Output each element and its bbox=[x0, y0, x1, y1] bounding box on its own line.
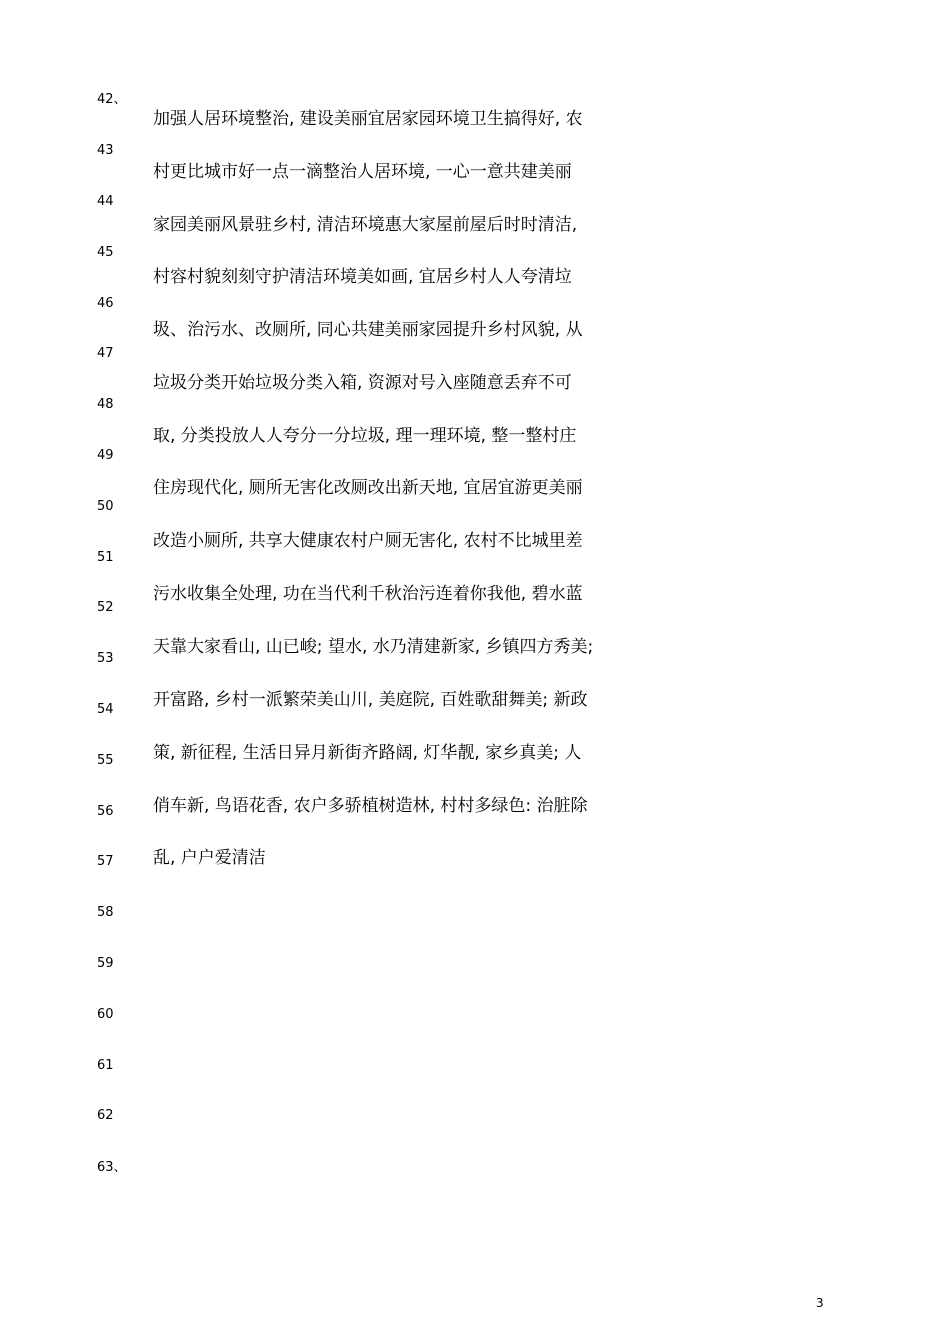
line-number: 58 bbox=[97, 905, 114, 920]
body-text-line: 村容村貌刻刻守护清洁环境美如画, 宜居乡村人人夸清垃 bbox=[153, 267, 572, 287]
body-text-line: 村更比城市好一点一滴整治人居环境, 一心一意共建美丽 bbox=[153, 162, 572, 182]
line-number: 55 bbox=[97, 753, 114, 768]
body-text-line: 策, 新征程, 生活日异月新街齐路阔, 灯华靓, 家乡真美; 人 bbox=[153, 743, 582, 763]
line-number: 63、 bbox=[97, 1160, 127, 1175]
line-number: 49 bbox=[97, 448, 114, 463]
line-number: 45 bbox=[97, 245, 114, 260]
body-text-line: 改造小厕所, 共享大健康农村户厕无害化, 农村不比城里差 bbox=[153, 531, 583, 551]
line-number: 44 bbox=[97, 194, 114, 209]
body-text-line: 俏车新, 鸟语花香, 农户多骄植树造林, 村村多绿色: 治脏除 bbox=[153, 796, 588, 816]
line-number: 51 bbox=[97, 550, 114, 565]
line-number: 43 bbox=[97, 143, 114, 158]
body-text-line: 圾、治污水、改厕所, 同心共建美丽家园提升乡村风貌, 从 bbox=[153, 320, 583, 340]
line-number: 57 bbox=[97, 854, 114, 869]
page-number: 3 bbox=[816, 1296, 824, 1310]
line-number: 47 bbox=[97, 346, 114, 361]
line-number: 48 bbox=[97, 397, 114, 412]
line-number: 42、 bbox=[97, 92, 127, 107]
line-number: 54 bbox=[97, 702, 114, 717]
line-number: 60 bbox=[97, 1007, 114, 1022]
line-number: 56 bbox=[97, 804, 114, 819]
body-text-line: 天靠大家看山, 山已峻; 望水, 水乃清建新家, 乡镇四方秀美; bbox=[153, 637, 594, 657]
body-text-line: 取, 分类投放人人夸分一分垃圾, 理一理环境, 整一整村庄 bbox=[153, 426, 577, 446]
line-number: 46 bbox=[97, 296, 114, 311]
body-text-line: 家园美丽风景驻乡村, 清洁环境惠大家屋前屋后时时清洁, bbox=[153, 215, 578, 235]
line-number: 50 bbox=[97, 499, 114, 514]
line-number: 62 bbox=[97, 1108, 114, 1123]
body-text-line: 污水收集全处理, 功在当代利千秋治污连着你我他, 碧水蓝 bbox=[153, 584, 583, 604]
line-number: 52 bbox=[97, 600, 114, 615]
line-number: 61 bbox=[97, 1058, 114, 1073]
body-text-line: 住房现代化, 厕所无害化改厕改出新天地, 宜居宜游更美丽 bbox=[153, 478, 583, 498]
body-text-line: 开富路, 乡村一派繁荣美山川, 美庭院, 百姓歌甜舞美; 新政 bbox=[153, 690, 588, 710]
body-text-line: 乱, 户户爱清洁 bbox=[153, 848, 266, 868]
line-number: 53 bbox=[97, 651, 114, 666]
line-number: 59 bbox=[97, 956, 114, 971]
body-text-line: 加强人居环境整治, 建设美丽宜居家园环境卫生搞得好, 农 bbox=[153, 109, 583, 129]
body-text-line: 垃圾分类开始垃圾分类入箱, 资源对号入座随意丢弃不可 bbox=[153, 373, 572, 393]
